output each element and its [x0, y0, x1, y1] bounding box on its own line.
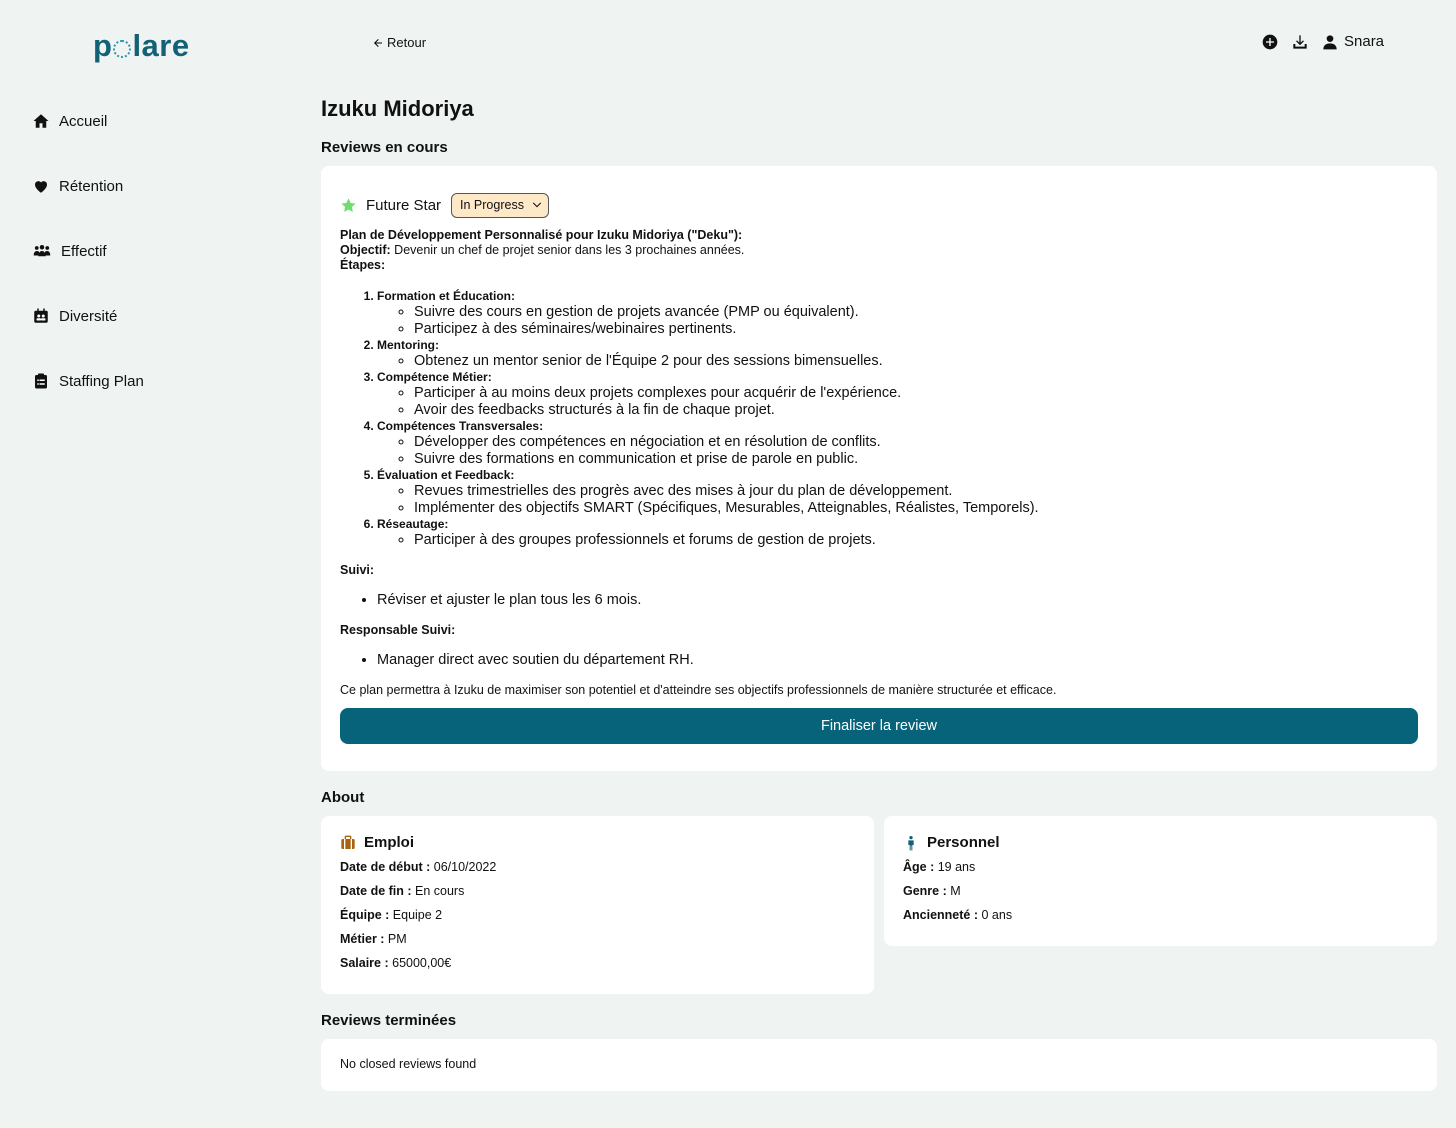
- job-row: Métier : PM: [340, 932, 407, 946]
- age-row: Âge : 19 ans: [903, 860, 976, 874]
- list-item: ◦ Obtenez un mentor senior de l'Équipe 2 pour des sessions bimensuelles.: [414, 353, 1418, 370]
- person-icon: [903, 835, 919, 851]
- header-actions: [1262, 33, 1384, 50]
- empty-state-text: No closed reviews found: [340, 1057, 477, 1071]
- list-item: 2. Mentoring: ◦ Obtenez un mentor senior de l'Équipe 2 pour des sessions bimensuelles.: [377, 338, 1418, 370]
- sidebar-item-label: Effectif: [61, 242, 107, 260]
- sidebar-item-label: Accueil: [59, 112, 108, 130]
- suivi-label: Suivi:: [340, 563, 375, 577]
- sidebar-item-accueil[interactable]: [32, 106, 144, 136]
- list-item: 3. Compétence Métier: ◦ Participer à au moins deux projets complexes pour acquérir de l'expérience. ◦ Avoir des feedbacks structurés à la fin de chaque projet.: [377, 370, 1418, 419]
- home-icon: [32, 112, 50, 130]
- suivi-list: [377, 592, 1418, 609]
- list-item: 4. Compétences Transversales: ◦ Développer des compétences en négociation et en résolution de conflits. ◦ Suivre des formations en communication et prise de parole en public.: [377, 419, 1418, 468]
- sidebar-item-retention[interactable]: [32, 171, 144, 201]
- end-date-row: Date de fin : En cours: [340, 884, 465, 898]
- team-icon: [32, 307, 50, 325]
- logo[interactable]: [93, 28, 190, 64]
- review-header: [340, 192, 1418, 218]
- page-title: Izuku Midoriya: [321, 96, 474, 121]
- clipboard-icon: [32, 372, 50, 390]
- arrow-left-icon: [372, 37, 384, 49]
- back-link[interactable]: [372, 35, 426, 50]
- list-item: • Réviser et ajuster le plan tous les 6 mois.: [377, 592, 1418, 609]
- start-date-row: Date de début : 06/10/2022: [340, 860, 497, 874]
- list-item: ◦ Suivre des cours en gestion de projets avancée (PMP ou équivalent).: [414, 304, 1418, 321]
- list-item: ◦ Développer des compétences en négociation et en résolution de conflits.: [414, 434, 1418, 451]
- briefcase-icon: [340, 835, 356, 851]
- steps-list: [377, 289, 1418, 549]
- closed-reviews-title: Reviews terminées: [321, 1012, 457, 1029]
- list-item: 5. Évaluation et Feedback: ◦ Revues trimestrielles des progrès avec des mises à jour du plan de développement. ◦ Implémenter des objectifs SMART (Spécifiques, Mesurables, Atteignables, Réalistes, Temporels).: [377, 468, 1418, 517]
- sidebar-item-label: Staffing Plan: [59, 372, 144, 390]
- review-name: Future Star: [366, 196, 442, 214]
- review-plan: [340, 228, 1418, 698]
- sidebar-item-label: Rétention: [59, 177, 124, 195]
- sidebar-item-effectif[interactable]: [32, 236, 144, 266]
- list-item: ◦ Suivre des formations en communication et prise de parole en public.: [414, 451, 1418, 468]
- status-value: In Progress: [460, 198, 524, 212]
- chevron-down-icon: [532, 200, 542, 210]
- objective-text: Devenir un chef de projet senior dans les 3 prochaines années.: [390, 243, 745, 257]
- responsable-label: Responsable Suivi:: [340, 623, 456, 637]
- seniority-row: Ancienneté : 0 ans: [903, 908, 1013, 922]
- review-card: [321, 166, 1437, 771]
- logo-text-end: lare: [132, 28, 190, 63]
- heart-icon: [32, 177, 50, 195]
- salary-row: Salaire : 65000,00€: [340, 956, 452, 970]
- finalize-review-button[interactable]: Finaliser la review: [340, 708, 1418, 744]
- user-menu[interactable]: [1322, 33, 1384, 50]
- sidebar-item-staffing-plan[interactable]: [32, 366, 144, 396]
- back-label: Retour: [387, 35, 427, 50]
- list-item: ◦ Avoir des feedbacks structurés à la fin de chaque projet.: [414, 402, 1418, 419]
- about-section: [321, 816, 1437, 994]
- star-icon: [340, 197, 357, 214]
- about-title: About: [321, 789, 365, 806]
- list-item: 6. Réseautage: ◦ Participer à des groupes professionnels et forums de gestion de projets.: [377, 517, 1418, 549]
- sidebar-item-diversite[interactable]: [32, 301, 144, 331]
- emploi-card: [321, 816, 874, 994]
- status-select[interactable]: [451, 193, 549, 218]
- sidebar-item-label: Diversité: [59, 307, 118, 325]
- list-item: ◦ Participez à des séminaires/webinaires pertinents.: [414, 321, 1418, 338]
- objective-label: Objectif:: [340, 243, 391, 257]
- logo-ring-icon: [113, 40, 131, 58]
- list-item: ◦ Implémenter des objectifs SMART (Spécifiques, Mesurables, Atteignables, Réalistes, Temporels).: [414, 500, 1418, 517]
- logo-text-start: p: [93, 28, 113, 63]
- team-row: Équipe : Equipe 2: [340, 908, 443, 922]
- sidebar: [32, 106, 144, 431]
- list-item: ◦ Participer à des groupes professionnels et forums de gestion de projets.: [414, 532, 1418, 549]
- list-item: ◦ Revues trimestrielles des progrès avec des mises à jour du plan de développement.: [414, 483, 1418, 500]
- emploi-title: Emploi: [340, 834, 855, 851]
- plan-closing-text: Ce plan permettra à Izuku de maximiser son potentiel et d'atteindre ses objectifs professionnels de manière structurée et efficace.: [340, 683, 1057, 697]
- responsable-list: [377, 652, 1418, 669]
- user-name: Snara: [1344, 33, 1385, 50]
- closed-reviews-card: [321, 1039, 1437, 1091]
- user-icon: [1322, 34, 1338, 50]
- download-icon[interactable]: [1292, 34, 1308, 50]
- list-item: ◦ Participer à au moins deux projets complexes pour acquérir de l'expérience.: [414, 385, 1418, 402]
- add-circle-icon[interactable]: [1262, 34, 1278, 50]
- people-icon: [32, 242, 52, 260]
- list-item: 1. Formation et Éducation: ◦ Suivre des cours en gestion de projets avancée (PMP ou équivalent). ◦ Participez à des séminaires/webinaires pertinents.: [377, 289, 1418, 338]
- gender-row: Genre : M: [903, 884, 961, 898]
- personnel-title: Personnel: [903, 834, 1418, 851]
- list-item: • Manager direct avec soutien du département RH.: [377, 652, 1418, 669]
- reviews-in-progress-title: Reviews en cours: [321, 139, 448, 156]
- plan-title: Plan de Développement Personnalisé pour Izuku Midoriya ("Deku"):: [340, 228, 743, 242]
- personnel-card: [884, 816, 1437, 946]
- main-content: [321, 96, 1437, 1091]
- steps-label: Étapes:: [340, 258, 386, 272]
